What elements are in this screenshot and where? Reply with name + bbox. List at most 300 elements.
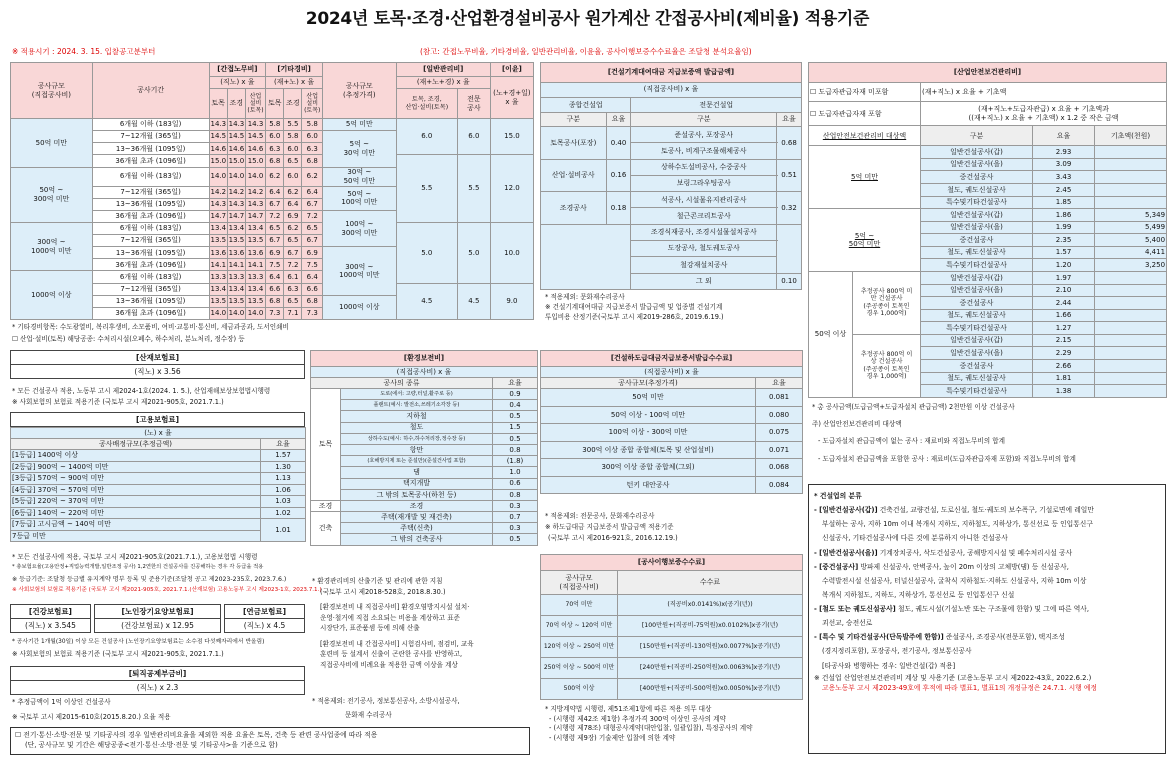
subc-scale: 100억 이상 - 300억 미만	[541, 424, 756, 442]
col-civil: 토목	[209, 89, 227, 119]
env-h-kind: 공사의 종류	[311, 378, 493, 389]
ind-formula: (직노) x 3.56	[10, 365, 305, 379]
emp-row	[11, 507, 306, 519]
emp-rate: 1.01	[261, 519, 306, 542]
safety-kind: 철도, 궤도신설공사	[921, 183, 1033, 196]
emp-rate: 1.13	[261, 473, 306, 485]
etc-rate-cell: 6.7	[284, 247, 302, 259]
ind-title: [산재보험료]	[10, 350, 305, 365]
subc-rate: 0.080	[756, 406, 803, 424]
env-note-3: [환경보전비 내 직접공사비] 환경오염방지시설 설치·	[320, 603, 470, 612]
env-row	[311, 456, 538, 467]
env-kind: 도로(에서: 고량,터널,활주로 등)	[341, 389, 493, 400]
cls-5-label: - [중건설공사]	[814, 562, 859, 571]
env-rate: 0.5	[493, 534, 538, 545]
page-title: 2024년 토목·조경·산업환경설비공사 원가계산 간접공사비(제비율) 적용기준	[305, 9, 870, 29]
labor-rate-cell: 14.0	[227, 167, 245, 186]
safety-rate: 2.44	[1033, 297, 1095, 310]
general-rate-b: 5.5	[457, 155, 490, 223]
safety-kind: 특수및기타건설공사	[921, 196, 1033, 209]
header-profit: [이윤]	[490, 63, 533, 77]
labor-rate-cell: 14.7	[227, 210, 245, 222]
hcp-note-1: * 공사기간 1개월(30일) 이상 모든 건설공사 (노인장기요양보험료는 소수점 다섯째자리에서 반올림)	[12, 639, 265, 645]
subc-rate: 0.068	[756, 459, 803, 477]
etc-rate-cell: 5.8	[302, 119, 322, 131]
safety-kind: 일반건설공사(을)	[921, 158, 1033, 171]
retire-note-2: ※ 국토부 고시 제2015-610호(2015.8.20.) 요율 적용	[12, 713, 171, 721]
etc-rate-cell: 7.5	[302, 259, 322, 271]
environment-section	[310, 350, 537, 546]
safety-rate: 1.38	[1033, 385, 1095, 398]
safety-base	[1095, 309, 1167, 322]
period-cell: 13~36개월 (1095일)	[92, 247, 209, 259]
period-cell: 7~12개월 (365일)	[92, 235, 209, 247]
safety-note-1: * 총 공사금액(도급금액+도급자설치 관급금액) 2천만원 이상 건설공사	[812, 403, 1015, 411]
labor-rate-cell: 14.3	[245, 119, 265, 131]
safety-kind: 일반건설공사(을)	[921, 284, 1033, 297]
labor-rate-cell: 13.5	[227, 235, 245, 247]
scale-group-label: 50억 ~ 300억 미만	[11, 167, 93, 222]
env-row	[311, 500, 538, 511]
safety-kind: 특수및기타건설공사	[921, 385, 1033, 398]
env-rate: 0.6	[493, 478, 538, 489]
labor-rate-cell: 13.3	[245, 271, 265, 283]
safety-group-3: 50억 이상	[809, 271, 853, 397]
industrial-note: ☐ 산업·설비(토목) 해당공종: 수처리시설(오폐수, 하수처리, 분뇨처리, 정수장) 등	[12, 335, 245, 343]
env-note-8: 직접공사비에 비례요율 적용한 금액 이상을 계상	[320, 660, 458, 669]
perf-fee: [150만원+(직공비-130억원)x0.0077%]x공기(년)	[618, 637, 803, 658]
emp-row	[11, 496, 306, 508]
safety-rate: 1.99	[1033, 221, 1095, 234]
safety-rate: 1.97	[1033, 271, 1095, 284]
env-note-2: (국토부 고시 제2018-528호, 2018.8.30.)	[320, 587, 446, 596]
safety-rate: 2.35	[1033, 234, 1095, 247]
etc-rate-cell: 6.7	[266, 198, 284, 210]
safety-base	[1095, 334, 1167, 347]
labor-rate-cell: 13.5	[209, 295, 227, 307]
safety-rate: 2.29	[1033, 347, 1095, 360]
env-rate: 0.8	[493, 489, 538, 500]
safety-note-4: - 도급자설치 관급금액을 포함한 공사 : 재료비(도급자관급자재 포함)와 직접노무비의 합계	[818, 455, 1076, 463]
period-cell: 36개월 초과 (1096일)	[92, 259, 209, 271]
period-cell: 36개월 초과 (1096일)	[92, 307, 209, 319]
env-rate: 0.5	[493, 433, 538, 444]
subc-row	[541, 406, 803, 424]
safety-rate: 1.85	[1033, 196, 1095, 209]
etc-items-note: * 기타경비항목: 수도광열비, 복리후생비, 소모품비, 여비·교통비·통신비, 세금과공과, 도서인쇄비	[12, 323, 289, 331]
hcp-note-2: ※ 사회보험의 보험료 적용기준 (국토부 고시 제2021-905호, 2021.7.1.)	[12, 650, 224, 658]
safety-kind: 철도, 궤도신설공사	[921, 372, 1033, 385]
emp-grade: [7등급] 고시금액 ~ 140억 미만	[11, 519, 261, 531]
etc-rate-cell: 5.5	[284, 119, 302, 131]
labor-rate-cell: 14.3	[227, 119, 245, 131]
etc-rate-cell: 7.2	[302, 210, 322, 222]
safety-base: 5,499	[1095, 221, 1167, 234]
equip-general-rate: 0.40	[606, 127, 631, 160]
health-formula: (직노) x 3.545	[10, 619, 91, 633]
labor-rate-cell: 14.5	[227, 131, 245, 143]
labor-rate-cell: 13.6	[209, 247, 227, 259]
period-cell: 6개월 이하 (183일)	[92, 271, 209, 283]
labor-rate-cell: 14.3	[209, 119, 227, 131]
etc-rate-cell: 6.7	[302, 198, 322, 210]
emp-row	[11, 461, 306, 473]
safety-incl-label: ☐ 도급자관급자재 포함	[809, 102, 921, 126]
cls-title: * 건설업의 분류	[814, 492, 862, 500]
scale-est-cell: 1000억 이상	[322, 295, 396, 319]
safety-rate: 3.43	[1033, 171, 1095, 184]
equip-h-general: 종합건설업	[541, 97, 631, 112]
safety-kind: 중건설공사	[921, 360, 1033, 373]
perf-note-3: * 지방계약법 시행령, 제51조제1항에 따른 적용 의무 대상	[545, 705, 712, 713]
env-kind: 그 밖의 토목공사(하천 등)	[341, 489, 493, 500]
safety-rate: 1.81	[1033, 372, 1095, 385]
labor-rate-cell: 14.3	[209, 198, 227, 210]
subc-rate: 0.071	[756, 441, 803, 459]
etc-rate-cell: 6.5	[284, 155, 302, 167]
safety-excl-label: ☐ 도급자관급자재 미포함	[809, 82, 921, 102]
general-rate-a: 4.5	[396, 283, 457, 319]
emp-note-3: ※ 등급기준: 조달청 등급별 유지계약 명부 등록 및 준용기준(조달청 공고 제2023-235호, 2023.7.6.)	[12, 576, 287, 583]
safety-rate: 1.66	[1033, 309, 1095, 322]
equip-note-1: * 적용제외: 문화재수리공사	[545, 293, 625, 301]
env-note-4: 운영·철거에 직접 소요되는 비용을 계상하고 표준	[320, 613, 460, 622]
emp-row	[11, 450, 306, 462]
header-scale: 공사규모 (직접공사비)	[11, 63, 93, 119]
emp-h-rate: 요율	[261, 439, 306, 450]
etc-rate-cell: 6.4	[266, 271, 284, 283]
safety-rate: 1.20	[1033, 259, 1095, 272]
emp-row	[11, 519, 306, 531]
ind-note-1: * 모든 건설공사 적용, 노동부 고시 제2024-1호(2024. 1. 5.), 산업재해보상보험법시행령	[12, 387, 271, 395]
pension-title: [연금보험료]	[224, 604, 305, 619]
safety-kind: 철도, 궤도신설공사	[921, 246, 1033, 259]
profit-rate: 9.0	[490, 283, 533, 319]
etc-rate-cell: 6.9	[284, 210, 302, 222]
labor-rate-cell: 13.3	[209, 271, 227, 283]
period-cell: 6개월 이하 (183일)	[92, 167, 209, 186]
emp-note-1: * 모든 건설공사에 적용, 국토부 고시 제2021-905호(2021.7.1.), 고용보험법 시행령	[12, 553, 258, 561]
scale-group-label: 1000억 이상	[11, 271, 93, 320]
env-row	[311, 478, 538, 489]
equip-special-rate: 0.10	[777, 273, 802, 289]
retire-formula: (직노) x 2.3	[10, 681, 305, 695]
subc-scale: 턴키 대안공사	[541, 476, 756, 494]
period-cell: 13~36개월 (1095일)	[92, 198, 209, 210]
labor-rate-cell: 14.7	[209, 210, 227, 222]
equipment-guarantee-table	[540, 62, 802, 290]
perf-note-1: * 적용제외: 전기공사, 정보통신공사, 소방시설공사,	[312, 697, 460, 705]
equip-special-rate	[777, 224, 802, 273]
period-cell: 7~12개월 (365일)	[92, 283, 209, 295]
safety-base	[1095, 297, 1167, 310]
subc-row	[541, 424, 803, 442]
safety-base	[1095, 171, 1167, 184]
env-row	[311, 534, 538, 545]
perf-note-4: - (시행령 제42조 제1항) 추정가격 300억 이상인 공사의 계약	[549, 714, 726, 723]
cls-3: 신설공사, 기타건설공사에 다른 것에 분류하지 아니한 건설공사	[822, 534, 1008, 543]
labor-rate-cell: 15.0	[245, 155, 265, 167]
period-cell: 13~36개월 (1095일)	[92, 295, 209, 307]
retirement-section	[10, 666, 305, 695]
etc-rate-cell: 6.0	[284, 143, 302, 155]
labor-rate-cell: 15.0	[227, 155, 245, 167]
emp-grade: 7등급 미만	[11, 530, 261, 542]
equip-special-kind: 그 외	[631, 273, 777, 289]
labor-formula: (직노) x 율	[209, 77, 266, 89]
labor-rate-cell: 14.6	[245, 143, 265, 155]
cls-1-text: 건축건설, 교량건설, 도로신설, 철도·궤도의 보수폭구, 기설로면에 레일만	[877, 506, 1094, 515]
period-cell: 13~36개월 (1095일)	[92, 143, 209, 155]
etc-rate-cell: 6.8	[302, 295, 322, 307]
cls-10-text: 준설공사, 조경공사(전문포함), 택지조성	[943, 633, 1065, 642]
emp-rate: 1.57	[261, 450, 306, 462]
subc-row	[541, 441, 803, 459]
safety-base	[1095, 146, 1167, 159]
safety-h-rate: 요율	[1033, 126, 1095, 146]
subc-title: [건설하도급대금지급보증서발급수수료]	[541, 351, 803, 367]
env-kind: 플랜트(예시: 발전소,쓰레기소각장 등)	[341, 400, 493, 411]
etc-rate-cell: 6.4	[266, 186, 284, 198]
period-cell: 6개월 이하 (183일)	[92, 119, 209, 131]
labor-rate-cell: 13.5	[227, 295, 245, 307]
equip-special-rate: 0.51	[777, 159, 802, 192]
perf-row	[541, 637, 803, 658]
safety-rate: 1.57	[1033, 246, 1095, 259]
env-rate: 0.3	[493, 500, 538, 511]
labor-rate-cell: 13.4	[245, 283, 265, 295]
etc-rate-cell: 6.6	[266, 283, 284, 295]
safety-base	[1095, 183, 1167, 196]
env-group-arch: 건축	[311, 512, 341, 546]
labor-rate-cell: 13.3	[227, 271, 245, 283]
perf-note-2: 문화재 수리공사	[345, 711, 392, 719]
employment-insurance-section	[10, 412, 305, 542]
env-note-1: * 환경관리비의 산출기준 및 관리에 관한 지침	[312, 577, 443, 585]
labor-rate-cell: 14.1	[227, 259, 245, 271]
etc-rate-cell: 6.3	[266, 143, 284, 155]
env-rate: 1.0	[493, 467, 538, 478]
env-rate: 0.5	[493, 411, 538, 422]
labor-rate-cell: 14.6	[227, 143, 245, 155]
industrial-accident-section	[10, 350, 305, 379]
perf-fee: [100만원+(직공비-75억원)x0.0102%]x공기(년)	[618, 616, 803, 637]
scale-est-cell: 300억 ~ 1000억 미만	[322, 247, 396, 296]
labor-rate-cell: 13.5	[245, 295, 265, 307]
labor-rate-cell: 14.0	[245, 167, 265, 186]
env-rate: (1.8)	[493, 456, 538, 467]
general-rate-a: 5.5	[396, 155, 457, 223]
equip-note-3: 투입비용 산정기준(국토부 고시 제2019-286호, 2019.6.19.)	[545, 313, 724, 321]
safety-kind: 특수및기타건설공사	[921, 259, 1033, 272]
env-title: [환경보전비]	[311, 351, 538, 367]
etc-rate-cell: 6.2	[284, 186, 302, 198]
safety-row	[809, 334, 1167, 347]
equip-row	[541, 224, 802, 240]
env-row	[311, 422, 538, 433]
perf-fee: [400만원+(직공비-500억원)x0.0050%]x공기(년)	[618, 679, 803, 700]
col-landscape: 조경	[227, 89, 245, 119]
env-row	[311, 467, 538, 478]
safety-kind: 중건설공사	[921, 234, 1033, 247]
env-kind: (호해방지제 또는 준설만)(준설건사업 포함)	[341, 456, 493, 467]
etc-rate-cell: 6.9	[302, 247, 322, 259]
emp-grade: [6등급] 140억 ~ 220억 미만	[11, 507, 261, 519]
safety-row	[809, 271, 1167, 284]
care-title: [노인장기요양보험료]	[94, 604, 221, 619]
general-rate-b: 5.0	[457, 222, 490, 283]
main-table-row	[11, 222, 534, 234]
cls-9: 괴선교, 승전선로	[822, 619, 873, 628]
env-row	[311, 433, 538, 444]
general-formula: (재+노+경) x 율	[396, 77, 490, 89]
safety-title: [산업안전보건관리비]	[809, 63, 1167, 83]
subc-h-rate: 요율	[756, 378, 803, 389]
safety-incl-formula-1: (재+직노+도급자관급) x 요율 + 기초액과	[978, 104, 1109, 113]
labor-rate-cell: 14.7	[245, 210, 265, 222]
labor-rate-cell: 14.5	[245, 131, 265, 143]
safety-rate: 3.09	[1033, 158, 1095, 171]
etc-rate-cell: 6.0	[302, 131, 322, 143]
etc-rate-cell: 6.7	[266, 235, 284, 247]
general-rate-a: 6.0	[396, 119, 457, 155]
env-h-rate: 요율	[493, 378, 538, 389]
period-cell: 7~12개월 (365일)	[92, 131, 209, 143]
etc-rate-cell: 6.8	[266, 295, 284, 307]
etc-rate-cell: 6.7	[302, 235, 322, 247]
etc-rate-cell: 7.2	[266, 210, 284, 222]
perf-scale: 500억 이상	[541, 679, 618, 700]
header-etc: [기타경비]	[266, 63, 323, 77]
env-kind: 철도	[341, 422, 493, 433]
safety-base: 5,400	[1095, 234, 1167, 247]
perf-row	[541, 616, 803, 637]
main-rate-table	[10, 62, 534, 320]
labor-rate-cell: 14.0	[209, 307, 227, 319]
etc-rate-cell: 6.0	[284, 167, 302, 186]
safety-rate: 1.27	[1033, 322, 1095, 335]
profit-formula: (노+경+일) x 율	[490, 77, 533, 119]
equip-blank	[541, 224, 631, 289]
header-period: 공사기간	[92, 63, 209, 119]
safety-group-1: 5억 미만	[809, 146, 921, 209]
cls-1-label: - [일반건설공사(갑)]	[814, 506, 878, 515]
env-row	[311, 512, 538, 523]
safety-rate: 2.93	[1033, 146, 1095, 159]
equip-special-kind: 토공사, 비계구조물해체공사	[631, 143, 777, 159]
safety-group-2: 5억 ~ 50억 미만	[809, 209, 921, 272]
safety-kind: 일반건설공사(을)	[921, 221, 1033, 234]
safety-rate: 2.10	[1033, 284, 1095, 297]
etc-rate-cell: 5.8	[284, 131, 302, 143]
cls-8-label: - [철도 또는 궤도신설공사]	[814, 605, 896, 613]
safety-incl-formula-2: ((재+직노) x 요율 + 기초액) x 1.2 중 작은 금액	[968, 113, 1119, 122]
safety-group-3b: 추정공사 800억 이 상 건설공사 (주공종이 토목인 경우 1,000억)	[853, 334, 921, 397]
subc-scale: 50억 미만	[541, 389, 756, 407]
equip-special-kind: 도장공사, 철도궤도공사	[631, 241, 777, 257]
emp-row	[11, 473, 306, 485]
emp-grade: [3등급] 570억 ~ 900억 미만	[11, 473, 261, 485]
subc-formula: (직접공사비) x 율	[541, 367, 803, 378]
scale-group-label: 50억 미만	[11, 119, 93, 168]
subc-row	[541, 459, 803, 477]
equip-special-rate: 0.68	[777, 127, 802, 160]
cls-11: (경지정리포함), 포장공사, 전기공사, 정보통신공사	[822, 647, 972, 656]
col-civil-2: 토목	[266, 89, 284, 119]
env-note-5: 시장단가, 표준품셈 등에 의해 산출	[320, 624, 420, 633]
etc-rate-cell: 5.8	[266, 119, 284, 131]
perf-note-6: - (시행령 제9장) 기술제안 입찰에 의한 계약	[549, 733, 676, 742]
etc-rate-cell: 6.5	[284, 235, 302, 247]
subc-note-3: (국토부 고시 제2016-921호, 2016.12.19.)	[548, 534, 678, 542]
bottom-note-1: ☐ 전기·통신·소방·전문 및 기타공사의 경우 일반관리비요율을 제외한 적용 요율은 토목, 건축 등 관련 공사업종에 따라 적용	[15, 731, 378, 739]
main-table-row	[11, 119, 534, 131]
labor-rate-cell: 15.0	[209, 155, 227, 167]
perf-scale: 250억 이상 ~ 500억 미만	[541, 658, 618, 679]
env-kind: 상하수도(예시: 하수,하수처리장,정수장 등)	[341, 433, 493, 444]
safety-row	[809, 146, 1167, 159]
safety-note-2: 주) 산업안전보건관리비 대상액	[812, 420, 902, 428]
etc-rate-cell: 7.3	[266, 307, 284, 319]
emp-grade: [4등급] 370억 ~ 570억 미만	[11, 484, 261, 496]
etc-rate-cell: 6.2	[302, 167, 322, 186]
performance-guarantee-section	[540, 554, 802, 700]
env-kind: 조경	[341, 500, 493, 511]
labor-rate-cell: 14.5	[209, 131, 227, 143]
etc-rate-cell: 6.8	[302, 155, 322, 167]
general-rate-a: 5.0	[396, 222, 457, 283]
env-formula: (직접공사비) x 율	[311, 367, 538, 378]
subc-note-2: ※ 하도급대금 지급보증서 발급금액 적용기준	[545, 523, 674, 531]
safety-h-kind: 구분	[921, 126, 1033, 146]
safety-base	[1095, 196, 1167, 209]
perf-row	[541, 679, 803, 700]
subc-rate: 0.075	[756, 424, 803, 442]
env-kind: 댐	[341, 467, 493, 478]
env-kind: 지하철	[341, 411, 493, 422]
etc-rate-cell: 6.5	[266, 222, 284, 234]
construction-classification-box	[808, 484, 1166, 754]
etc-formula: (재+노) x 율	[266, 77, 323, 89]
scale-est-cell: 5억 ~ 30억 미만	[322, 131, 396, 167]
emp-note-4: ※ 사회보험의 보험료 적용기준 (국토부 고시 제2021-905호, 2021.7.1.(산재보험) 고용노동부 고시 제2023-1호, 2023.7.1.)	[12, 587, 322, 593]
env-row	[311, 444, 538, 455]
emp-grade: [1등급] 1400억 이상	[11, 450, 261, 462]
etc-rate-cell: 6.5	[284, 295, 302, 307]
perf-scale: 70억 미만	[541, 595, 618, 616]
env-rate: 0.8	[493, 444, 538, 455]
cls-12: [타공사와 병행하는 경우: 일반건설(갑) 적용]	[822, 661, 956, 670]
cls-8-text: 철도, 궤도시설(기설노반 또는 구조물에 한함) 및 그에 따른 역사,	[895, 605, 1090, 613]
env-rate: 0.3	[493, 523, 538, 534]
etc-rate-cell: 6.1	[284, 271, 302, 283]
effective-date-note: ※ 적용시기 : 2024. 3. 15. 입찰공고분부터	[12, 47, 156, 56]
env-notes	[312, 576, 474, 670]
emp-title: [고용보험료]	[10, 412, 305, 427]
subc-row	[541, 389, 803, 407]
env-rate: 0.9	[493, 389, 538, 400]
safety-management-table	[808, 62, 1166, 398]
labor-rate-cell: 14.0	[245, 307, 265, 319]
subcontract-guarantee-section	[540, 350, 802, 494]
equip-h-rate2: 요율	[777, 112, 802, 126]
equip-h-rate: 요율	[606, 112, 631, 126]
perf-h-scale: 공사규모 (직접공사비)	[541, 571, 618, 595]
safety-group-3a: 추정공사 800억 미 만 건설공사 (주공종이 토목인 경우 1,000억)	[853, 271, 921, 334]
safety-kind: 중건설공사	[921, 297, 1033, 310]
cls-2: 부설하는 공사, 지하 10m 이내 복개식 지하도, 지하철도, 지하상가, 통신선로 등 인입통신구	[822, 520, 1093, 529]
labor-rate-cell: 14.1	[245, 259, 265, 271]
